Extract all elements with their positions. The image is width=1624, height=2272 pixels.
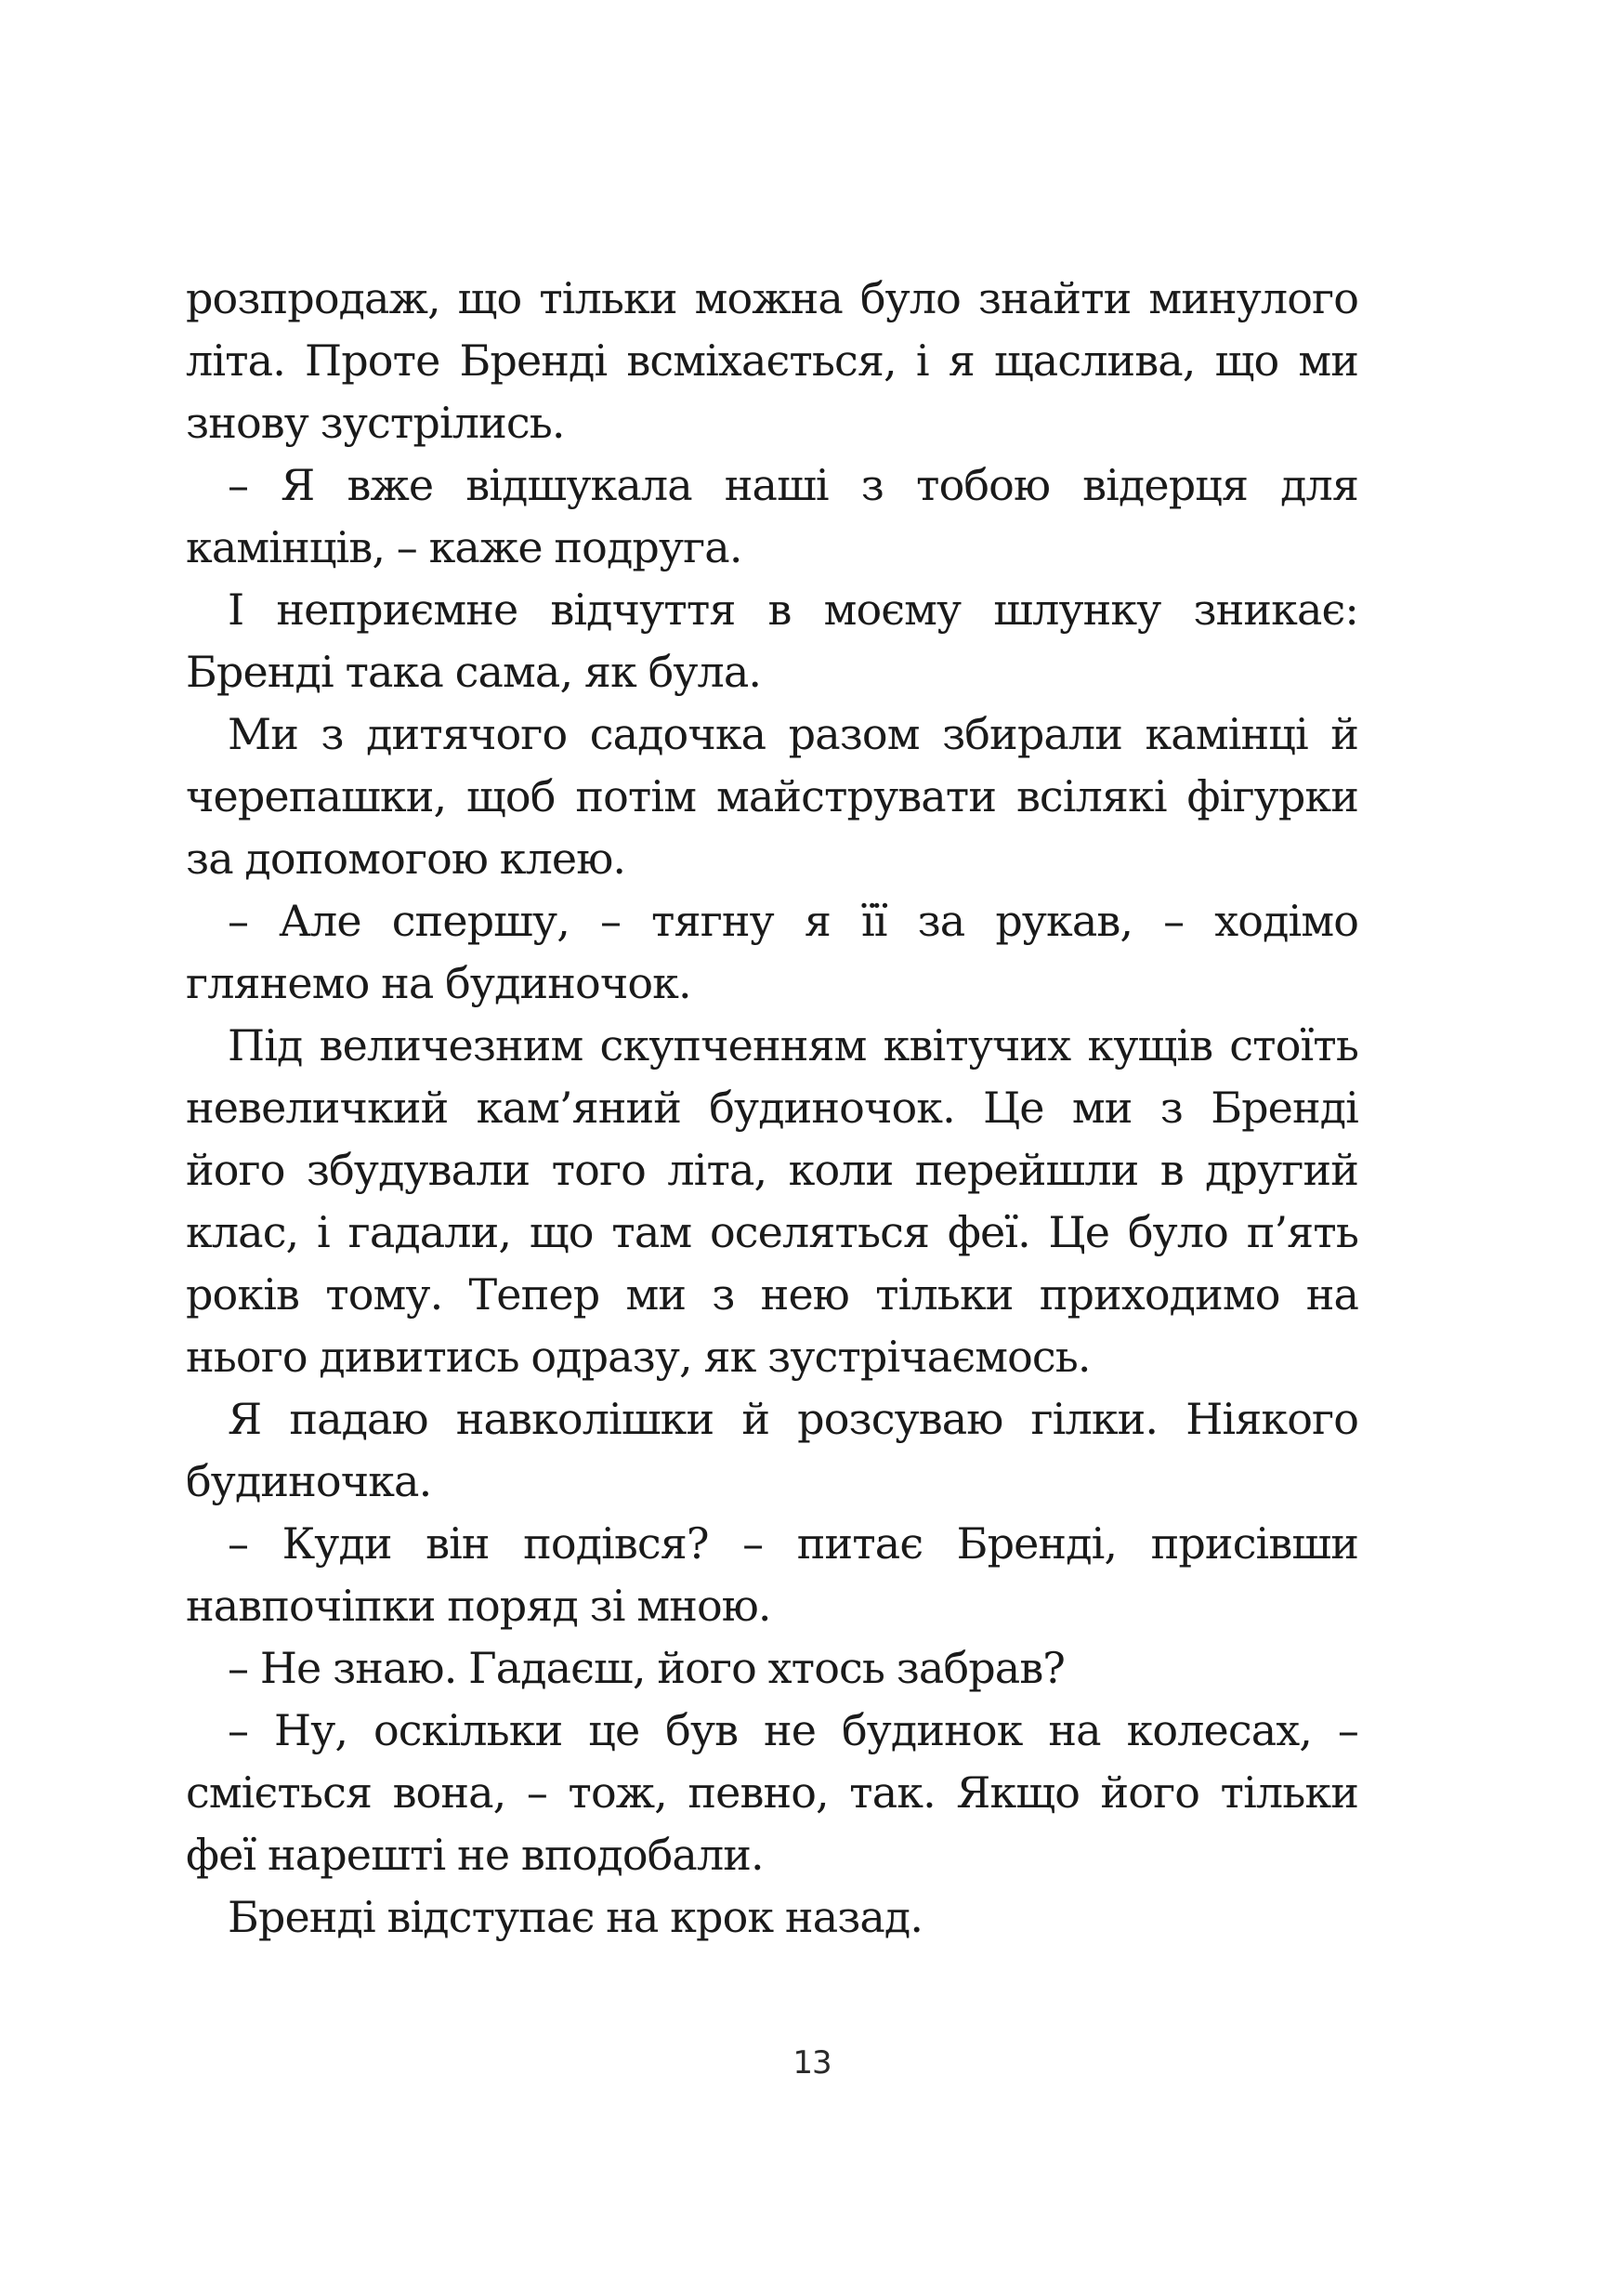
page-number: 13 <box>792 2044 832 2082</box>
dialogue-paragraph: – Ну, оскільки це був не будинок на колесах, – сміється вона, – тож, певно, так. Якщо його тільки феї нарешті не вподобали. <box>186 1705 1358 1880</box>
dialogue-paragraph: – Я вже відшукала наші з тобою відерця для камінців, – каже подруга. <box>186 460 1358 572</box>
body-text <box>186 268 1358 1949</box>
paragraph: Я падаю навколішки й розсуваю гілки. Ніякого будиночка. <box>186 1394 1358 1506</box>
dialogue-paragraph: – Не знаю. Гадаєш, його хтось забрав? <box>228 1643 1066 1693</box>
paragraph: Бренді відступає на крок назад. <box>228 1892 923 1942</box>
paragraph: Ми з дитячого садочка разом збирали камінці й черепашки, щоб потім майструвати всілякі фігурки за допомогою клею. <box>186 709 1358 884</box>
dialogue-paragraph: – Але спершу, – тягну я її за рукав, – ходімо глянемо на будиночок. <box>186 896 1358 1008</box>
paragraph: Під величезним скупченням квітучих кущів стоїть невеличкий кам’яний будиночок. Це ми з Бренді його збудували того літа, коли перейшли в другий клас, і гадали, що там оселяться феї. Це було п’ять років тому. Тепер ми з нею тільки приходимо на нього дивитись одразу, як зустрічаємось. <box>186 1020 1358 1382</box>
paragraph: І неприємне відчуття в моєму шлунку зникає: Бренді така сама, як була. <box>186 584 1358 697</box>
paragraph: розпродаж, що тільки можна було знайти минулого літа. Проте Бренді всміхається, і я щаслива, що ми знову зустрілись. <box>186 273 1358 448</box>
dialogue-paragraph: – Куди він подівся? – питає Бренді, присівши навпочіпки поряд зі мною. <box>186 1518 1358 1631</box>
